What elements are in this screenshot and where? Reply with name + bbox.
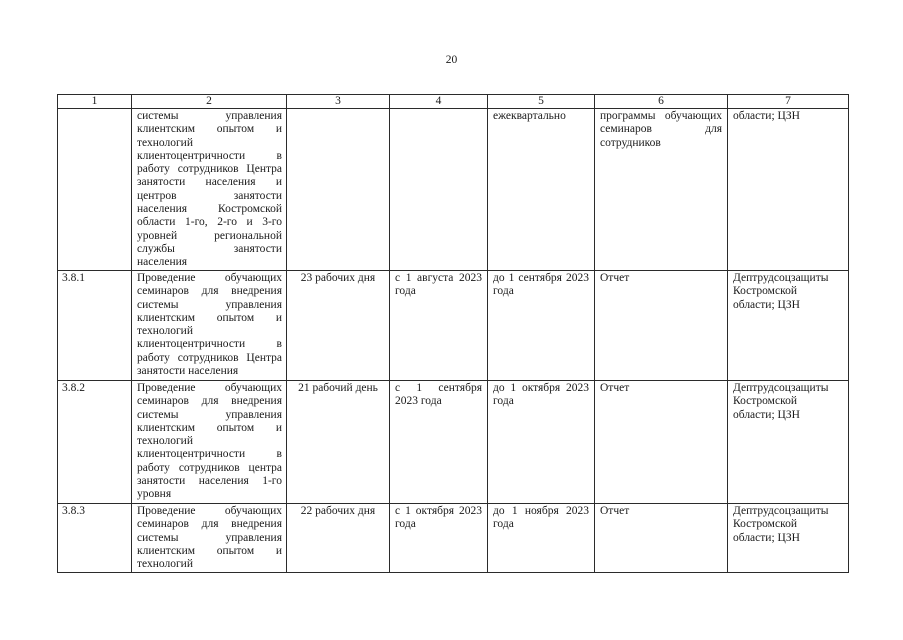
cell-text-line: Дептрудсоцзащиты: [733, 382, 829, 394]
end-date-cell: [488, 271, 595, 381]
cell-text-line: Проведение обучающих: [137, 272, 282, 284]
cell-text-line: до 1 октября 2023: [493, 382, 589, 394]
cell-text-line: населения: [137, 256, 188, 269]
cell-text-line: с 1 октября 2023: [395, 505, 482, 517]
cell-text-line: центров занятости: [137, 189, 282, 202]
duration-cell: [287, 109, 390, 271]
cell-text-line: семинаров для внедрения: [137, 395, 282, 408]
cell-text-line: года: [395, 518, 416, 531]
cell-text-line: работу сотрудников Центра: [137, 351, 282, 364]
cell-text-line: года: [493, 395, 514, 408]
column-header-7: 7: [728, 95, 849, 109]
activity-cell: [132, 271, 287, 381]
cell-text-line: клиентским опытом и: [137, 123, 282, 136]
cell-text-line: Дептрудсоцзащиты: [733, 505, 829, 517]
end-date-cell: [488, 109, 595, 271]
cell-text-line: уровней региональной: [137, 229, 282, 242]
cell-text-line: с 1 сентября: [395, 382, 482, 394]
cell-text-line: технологий: [137, 558, 193, 571]
cell-text-line: клиентским опытом и: [137, 311, 282, 324]
page-number: 20: [445, 54, 458, 66]
cell-text-line: клиентским опытом и: [137, 421, 282, 434]
cell-text-line: занятости населения: [137, 365, 239, 378]
item-number-cell: 3.8.3: [58, 504, 132, 573]
end-date-cell: [488, 504, 595, 573]
cell-text-line: Проведение обучающих: [137, 382, 282, 394]
cell-text-line: Костромской: [733, 285, 797, 298]
cell-text-line: программы обучающих: [600, 110, 722, 122]
item-number-cell: 3.8.1: [58, 271, 132, 381]
column-header-2: 2: [132, 95, 287, 109]
activity-cell: [132, 381, 287, 504]
column-header-6: 6: [595, 95, 728, 109]
result-cell: [595, 381, 728, 504]
cell-text-line: Отчет: [600, 382, 630, 394]
result-cell: [595, 271, 728, 381]
table-row: [58, 271, 849, 381]
cell-text-line: системы управления: [137, 298, 282, 311]
cell-text-line: области; ЦЗН: [733, 408, 800, 421]
result-cell: [595, 109, 728, 271]
duration-cell: 21 рабочий день: [287, 381, 390, 504]
cell-text-line: области 1-го, 2-го и 3-го: [137, 216, 282, 229]
cell-text-line: клиентоцентричности в: [137, 149, 282, 162]
cell-text-line: занятости населения 1-го: [137, 475, 282, 488]
cell-text-line: сотрудников: [600, 136, 661, 149]
cell-text-line: работу сотрудников центра: [137, 461, 282, 474]
item-number-cell: 3.8.2: [58, 381, 132, 504]
responsible-cell: [728, 381, 849, 504]
cell-text-line: системы управления: [137, 408, 282, 421]
cell-text-line: технологий: [137, 325, 193, 338]
responsible-cell: [728, 109, 849, 271]
cell-text-line: области; ЦЗН: [733, 531, 800, 544]
plan-table: [57, 94, 849, 573]
cell-text-line: семинаров для внедрения: [137, 518, 282, 531]
start-date-cell: [390, 271, 488, 381]
cell-text-line: технологий: [137, 435, 193, 448]
cell-text-line: с 1 августа 2023: [395, 272, 482, 284]
cell-text-line: до 1 ноября 2023: [493, 505, 589, 517]
table-row: [58, 381, 849, 504]
cell-text-line: семинаров для: [600, 123, 722, 136]
cell-text-line: технологий: [137, 136, 193, 149]
cell-text-line: работу сотрудников Центра: [137, 163, 282, 176]
activity-cell: [132, 109, 287, 271]
cell-text-line: службы занятости: [137, 242, 282, 255]
cell-text-line: Костромской: [733, 518, 797, 531]
cell-text-line: Костромской: [733, 395, 797, 408]
cell-text-line: системы управления: [137, 110, 282, 122]
column-header-5: 5: [488, 95, 595, 109]
cell-text-line: до 1 сентября 2023: [493, 272, 589, 284]
cell-text-line: года: [493, 285, 514, 298]
table-row: [58, 109, 849, 271]
cell-text-line: клиентоцентричности в: [137, 338, 282, 351]
cell-text-line: 2023 года: [395, 395, 442, 408]
cell-text-line: года: [493, 518, 514, 531]
cell-text-line: клиентоцентричности в: [137, 448, 282, 461]
start-date-cell: [390, 109, 488, 271]
result-cell: [595, 504, 728, 573]
cell-text-line: Отчет: [600, 272, 630, 284]
cell-text-line: года: [395, 285, 416, 298]
cell-text-line: области; ЦЗН: [733, 298, 800, 311]
end-date-cell: [488, 381, 595, 504]
cell-text-line: ежеквартально: [493, 110, 566, 122]
duration-cell: 22 рабочих дня: [287, 504, 390, 573]
column-header-4: 4: [390, 95, 488, 109]
cell-text-line: занятости населения и: [137, 176, 282, 189]
duration-cell: 23 рабочих дня: [287, 271, 390, 381]
responsible-cell: [728, 271, 849, 381]
cell-text-line: семинаров для внедрения: [137, 285, 282, 298]
cell-text-line: Отчет: [600, 505, 630, 517]
activity-cell: [132, 504, 287, 573]
table-row: [58, 504, 849, 573]
cell-text-line: Дептрудсоцзащиты: [733, 272, 829, 284]
cell-text-line: области; ЦЗН: [733, 110, 800, 122]
cell-text-line: Проведение обучающих: [137, 505, 282, 517]
cell-text-line: системы управления: [137, 531, 282, 544]
item-number-cell: [58, 109, 132, 271]
column-header-3: 3: [287, 95, 390, 109]
start-date-cell: [390, 381, 488, 504]
start-date-cell: [390, 504, 488, 573]
column-header-1: 1: [58, 95, 132, 109]
cell-text-line: населения Костромской: [137, 203, 282, 216]
cell-text-line: клиентским опытом и: [137, 544, 282, 557]
cell-text-line: уровня: [137, 488, 172, 501]
responsible-cell: [728, 504, 849, 573]
table-header-row: [58, 95, 849, 109]
